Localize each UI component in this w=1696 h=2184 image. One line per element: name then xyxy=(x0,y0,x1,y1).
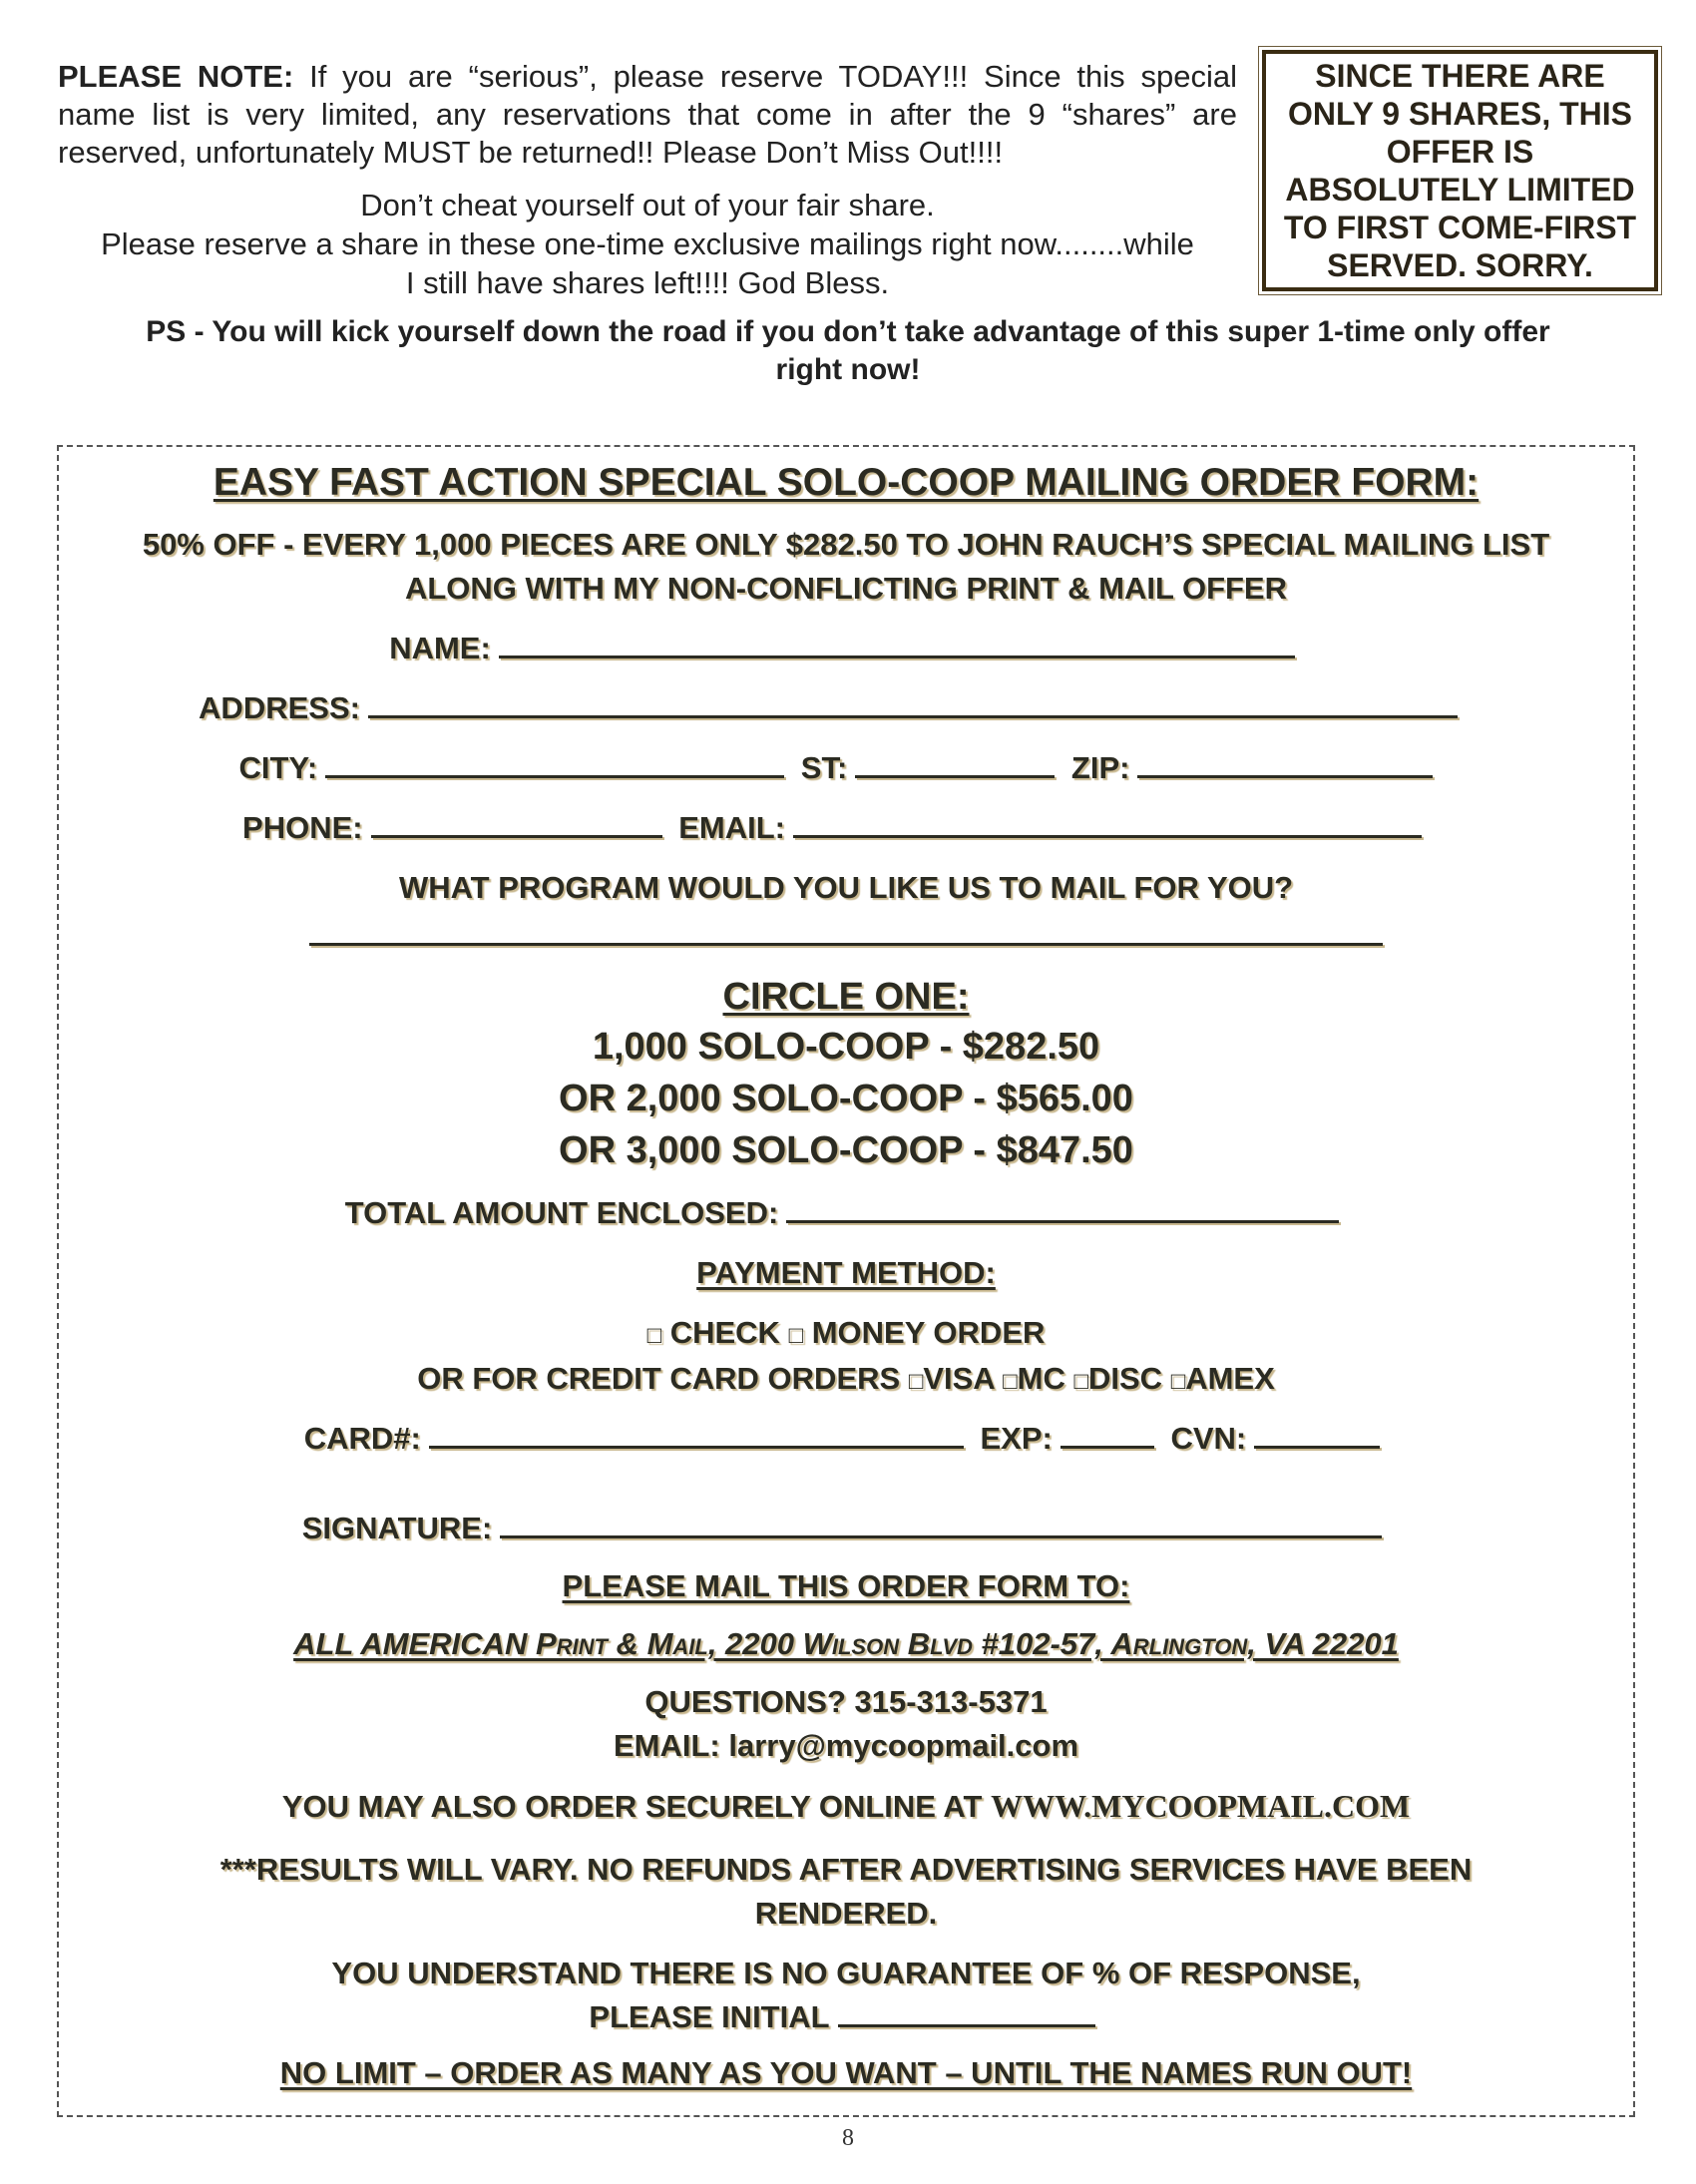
fair-share-line-2: Please reserve a share in these one-time exclusive mailings right now........while xyxy=(101,226,1194,261)
address-field[interactable] xyxy=(368,715,1458,718)
results-line-1: ***RESULTS WILL VARY. NO REFUNDS AFTER ADVERTISING SERVICES HAVE BEEN xyxy=(219,1852,1473,1887)
no-limit-banner: NO LIMIT – ORDER AS MANY AS YOU WANT – UNTIL THE NAMES RUN OUT! xyxy=(279,2055,1413,2090)
card-number-field[interactable] xyxy=(429,1446,964,1449)
exp-field[interactable] xyxy=(1060,1446,1154,1449)
guarantee-line: YOU UNDERSTAND THERE IS NO GUARANTEE OF % OF RESPONSE, xyxy=(331,1956,1361,1990)
visa-checkbox[interactable]: □ xyxy=(908,1368,924,1395)
city-label: CITY: xyxy=(238,750,318,785)
fair-share-line-3: I still have shares left!!!! God Bless. xyxy=(405,265,890,300)
check-checkbox[interactable]: □ xyxy=(646,1322,662,1349)
total-row xyxy=(59,1195,1633,1231)
credit-card-label: OR FOR CREDIT CARD ORDERS xyxy=(417,1361,901,1396)
option-3000[interactable]: OR 3,000 SOLO-COOP - $847.50 xyxy=(559,1129,1133,1171)
city-state-zip-row xyxy=(53,750,1627,786)
note-text xyxy=(58,58,1237,172)
exp-label: EXP: xyxy=(980,1421,1053,1456)
fair-share-text xyxy=(58,186,1237,302)
name-field[interactable] xyxy=(499,655,1295,658)
signature-field[interactable] xyxy=(500,1535,1382,1538)
ps-line-1: PS - You will kick yourself down the road if you don’t take advantage of this super 1-time only offer xyxy=(146,315,1550,348)
check-label: CHECK xyxy=(669,1315,780,1350)
questions-phone: QUESTIONS? 315-313-5371 xyxy=(644,1684,1048,1719)
address-row xyxy=(45,690,1619,726)
phone-email-row xyxy=(49,810,1623,846)
state-field[interactable] xyxy=(855,775,1055,778)
phone-label: PHONE: xyxy=(242,810,363,845)
program-field[interactable] xyxy=(309,943,1383,946)
phone-field[interactable] xyxy=(371,835,662,838)
name-row xyxy=(59,631,1633,666)
mailing-address-text: ALL AMERICAN Print & Mail, 2200 Wilson Blvd #102-57, Arlington, VA 22201 xyxy=(293,1626,1399,1661)
card-row xyxy=(59,1421,1633,1457)
guarantee-disclaimer xyxy=(59,1952,1633,2039)
ps-note xyxy=(80,313,1616,389)
note-lead: PLEASE NOTE: xyxy=(58,59,294,94)
fair-share-line-1: Don’t cheat yourself out of your fair share. xyxy=(360,188,935,222)
signature-row xyxy=(59,1511,1633,1546)
mail-to-heading: PLEASE MAIL THIS ORDER FORM TO: xyxy=(562,1568,1130,1603)
offer-line-2: ALONG WITH MY NON-CONFLICTING PRINT & MAIL OFFER xyxy=(404,571,1287,606)
money-order-label: MONEY ORDER xyxy=(811,1315,1046,1350)
credit-card-row xyxy=(59,1361,1633,1397)
limited-line-4: ABSOLUTELY LIMITED xyxy=(1285,172,1635,208)
order-form xyxy=(57,445,1635,2117)
visa-label: VISA xyxy=(923,1361,995,1396)
initial-field[interactable] xyxy=(838,2024,1095,2027)
option-1000[interactable]: 1,000 SOLO-COOP - $282.50 xyxy=(592,1026,1100,1068)
payment-options-row xyxy=(59,1315,1633,1351)
initial-label: PLEASE INITIAL xyxy=(589,1999,830,2034)
limited-line-6: SERVED. SORRY. xyxy=(1327,247,1593,283)
limited-line-1: SINCE THERE ARE xyxy=(1315,58,1605,94)
option-2000[interactable]: OR 2,000 SOLO-COOP - $565.00 xyxy=(559,1078,1133,1119)
online-order-label: YOU MAY ALSO ORDER SECURELY ONLINE AT xyxy=(281,1789,983,1824)
results-disclaimer xyxy=(59,1848,1633,1936)
state-label: ST: xyxy=(800,750,848,785)
offer-line-1: 50% OFF - EVERY 1,000 PIECES ARE ONLY $282.50 TO JOHN RAUCH’S SPECIAL MAILING LIST xyxy=(142,527,1550,562)
online-order-row xyxy=(59,1788,1633,1825)
limited-line-3: OFFER IS xyxy=(1386,134,1534,170)
address-label: ADDRESS: xyxy=(199,690,360,725)
note-body: If you are “serious”, please reserve TODAY!!! Since this special name list is very limited, any reservations that come in after the 9 “shares” are reserved, unfortunately MUST be returned!! Please Don’t Miss Out!!!! xyxy=(58,59,1237,170)
website-link[interactable]: WWW.MYCOOPMAIL.COM xyxy=(991,1788,1411,1824)
page-number: 8 xyxy=(842,2125,854,2151)
contact-email: EMAIL: larry@mycoopmail.com xyxy=(613,1728,1079,1763)
ps-line-2: right now! xyxy=(775,353,921,386)
mc-label: MC xyxy=(1017,1361,1065,1396)
mailing-address xyxy=(59,1626,1633,1662)
amex-label: AMEX xyxy=(1185,1361,1275,1396)
total-label: TOTAL AMOUNT ENCLOSED: xyxy=(344,1195,779,1230)
disc-label: DISC xyxy=(1087,1361,1163,1396)
card-number-label: CARD#: xyxy=(303,1421,421,1456)
limited-line-2: ONLY 9 SHARES, THIS xyxy=(1288,96,1632,132)
payment-method-heading: PAYMENT METHOD: xyxy=(696,1255,996,1290)
signature-label: SIGNATURE: xyxy=(301,1511,493,1545)
results-line-2: RENDERED. xyxy=(754,1896,938,1931)
mc-checkbox[interactable]: □ xyxy=(1003,1368,1018,1395)
circle-one-heading: CIRCLE ONE: xyxy=(722,976,970,1018)
limited-line-5: TO FIRST COME-FIRST xyxy=(1283,210,1637,245)
limited-shares-box xyxy=(1262,50,1658,291)
please-note-paragraph xyxy=(58,58,1237,302)
program-row xyxy=(59,918,1633,954)
money-order-checkbox[interactable]: □ xyxy=(788,1322,804,1349)
name-label: NAME: xyxy=(389,631,491,665)
cvn-label: CVN: xyxy=(1170,1421,1247,1456)
zip-label: ZIP: xyxy=(1070,750,1130,785)
offer-text xyxy=(59,523,1633,611)
email-field[interactable] xyxy=(793,835,1422,838)
program-question: WHAT PROGRAM WOULD YOU LIKE US TO MAIL FOR YOU? xyxy=(398,870,1294,905)
disc-checkbox[interactable]: □ xyxy=(1073,1368,1088,1395)
cvn-field[interactable] xyxy=(1254,1446,1380,1449)
email-label: EMAIL: xyxy=(678,810,785,845)
amex-checkbox[interactable]: □ xyxy=(1170,1368,1186,1395)
form-title: EASY FAST ACTION SPECIAL SOLO-COOP MAILING ORDER FORM: xyxy=(212,461,1480,504)
zip-field[interactable] xyxy=(1137,775,1433,778)
city-field[interactable] xyxy=(325,775,784,778)
total-field[interactable] xyxy=(786,1220,1339,1223)
